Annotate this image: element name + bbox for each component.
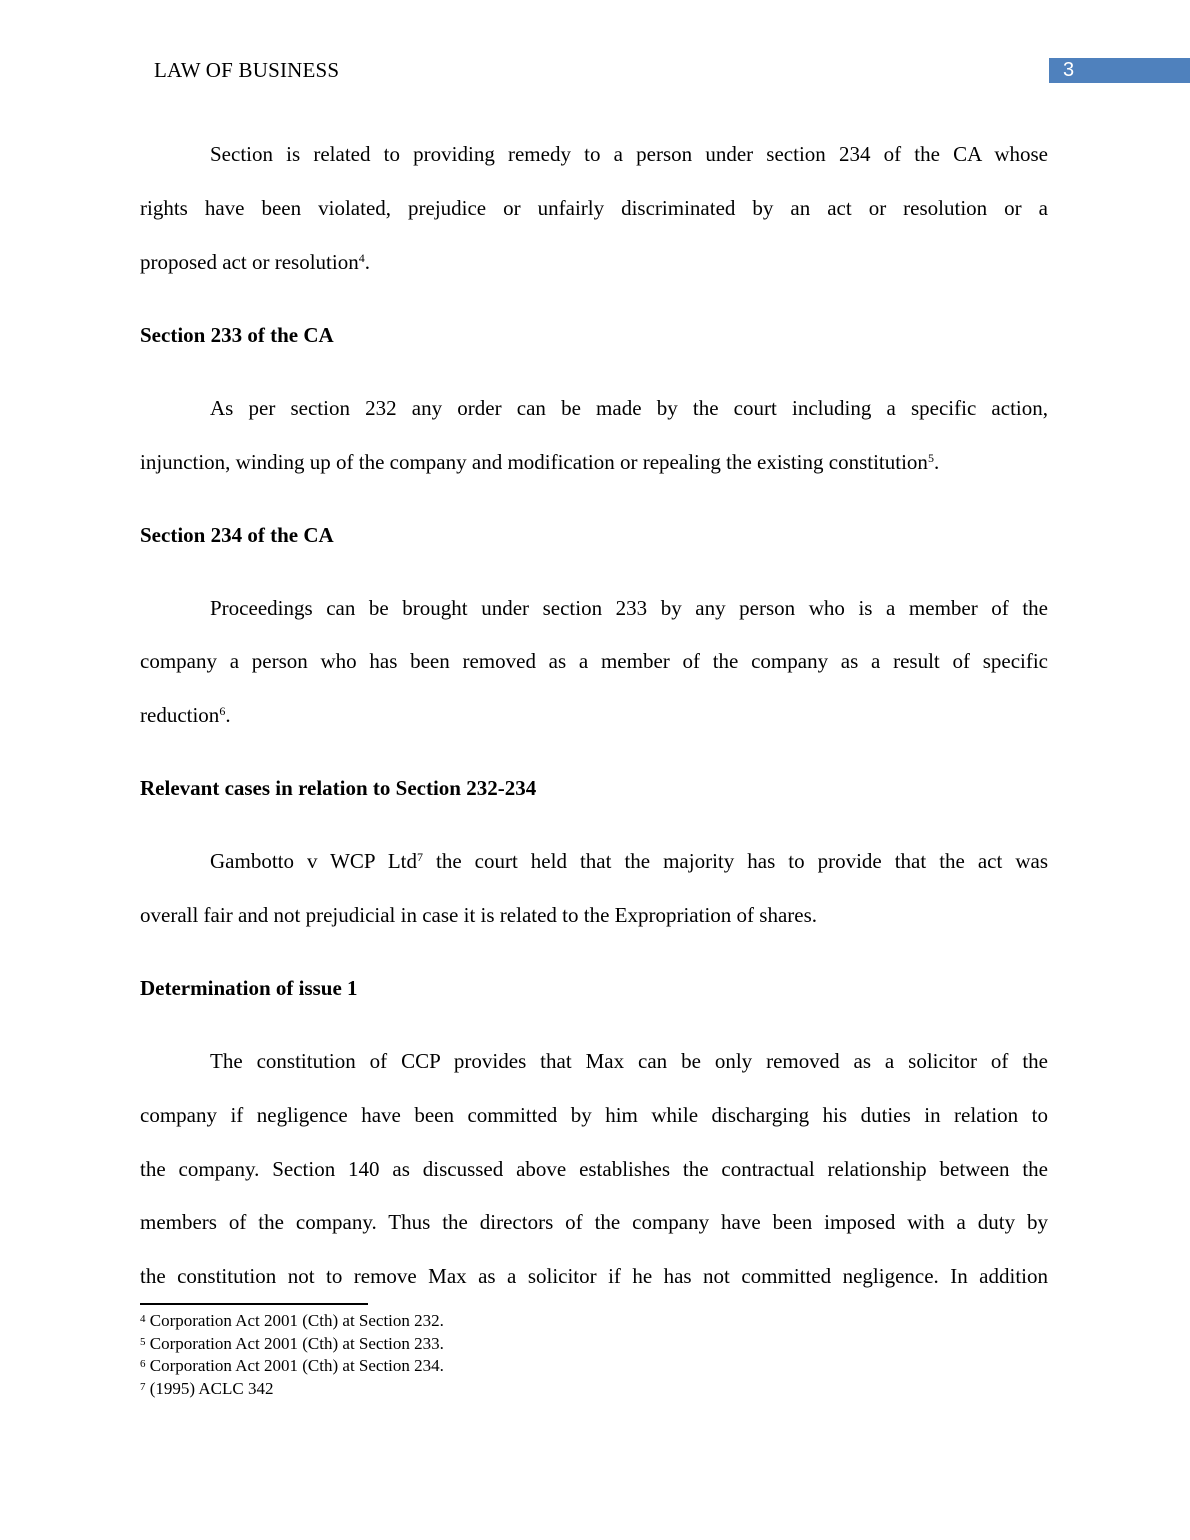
paragraph-line — [210, 595, 1048, 621]
line-text: Section 233 of the CA — [140, 323, 334, 347]
section-heading — [140, 322, 334, 348]
footnote-text: Corporation Act 2001 (Cth) at Section 232. — [149, 1311, 444, 1330]
section-heading — [140, 522, 334, 548]
paragraph-line — [140, 702, 231, 728]
section-heading — [140, 975, 358, 1001]
line-text: members of the company. Thus the directors of the company have been imposed with a duty by — [140, 1210, 1048, 1234]
line-text: the constitution not to remove Max as a solicitor if he has not committed negligence. In addition — [140, 1264, 1048, 1288]
footnote — [140, 1311, 444, 1331]
footnote-number: 4 — [140, 1313, 146, 1325]
paragraph-line — [210, 1048, 1048, 1074]
footnote-number: 7 — [140, 1380, 146, 1393]
footnote-text: Corporation Act 2001 (Cth) at Section 233. — [149, 1333, 444, 1353]
footnote-text: (1995) ACLC 342 — [149, 1378, 274, 1398]
paragraph-line — [210, 395, 1048, 421]
paragraph-line — [140, 195, 1048, 221]
footnote — [140, 1356, 444, 1376]
footnote-number: 5 — [140, 1335, 146, 1348]
page-number: 3 — [1063, 59, 1075, 81]
footnote-reference[interactable]: 5 — [927, 451, 934, 465]
line-text: injunction, winding up of the company and modification or repealing the existing constitution — [140, 450, 928, 474]
paragraph-line — [140, 249, 370, 275]
line-text: proposed act or resolution — [140, 250, 359, 274]
line-text: Section is related to providing remedy to a person under section 234 of the CA whose — [210, 142, 1048, 166]
paragraph-line — [210, 848, 1048, 874]
paragraph-line — [140, 1102, 1048, 1128]
footnote-reference[interactable]: 6 — [219, 704, 226, 718]
page-number-bar — [1049, 58, 1190, 83]
line-text: company if negligence have been committed by him while discharging his duties in relation to — [140, 1103, 1048, 1127]
paragraph-line — [140, 648, 1048, 674]
line-text: Section 234 of the CA — [140, 523, 334, 547]
line-text: The constitution of CCP provides that Max can be only removed as a solicitor of the — [210, 1049, 1048, 1073]
line-text: company a person who has been removed as a member of the company as a result of specific — [140, 649, 1048, 673]
footnote — [140, 1334, 444, 1354]
paragraph-line — [140, 1156, 1048, 1182]
line-text: Determination of issue 1 — [140, 976, 358, 1000]
line-text-tail: . — [933, 450, 940, 474]
line-text: rights have been violated, prejudice or unfairly discriminated by an act or resolution or a — [140, 196, 1048, 220]
footnote-reference[interactable]: 4 — [358, 251, 365, 265]
section-heading — [140, 775, 536, 801]
paragraph-line — [210, 141, 1048, 167]
line-text: reduction — [140, 703, 220, 727]
footnote-separator — [140, 1303, 368, 1305]
footnote-reference[interactable]: 7 — [417, 850, 423, 864]
line-text: Relevant cases in relation to Section 232-234 — [140, 776, 537, 800]
line-text: Proceedings can be brought under section 233 by any person who is a member of the — [210, 596, 1048, 620]
paragraph-line — [140, 449, 939, 475]
paragraph-line — [140, 1209, 1048, 1235]
line-text: the company. Section 140 as discussed above establishes the contractual relationship between the — [140, 1157, 1048, 1181]
line-text: overall fair and not prejudicial in case it is related to the Expropriation of shares. — [140, 903, 818, 927]
line-text: As per section 232 any order can be made by the court including a specific action, — [210, 396, 1048, 420]
line-text-tail: the court held that the majority has to provide that the act was — [423, 849, 1048, 873]
footnote-text: Corporation Act 2001 (Cth) at Section 234. — [149, 1356, 444, 1375]
paragraph-line — [140, 1263, 1048, 1289]
footnote-number: 6 — [140, 1358, 146, 1370]
running-header-title: LAW OF BUSINESS — [154, 58, 340, 82]
line-text: Gambotto v WCP Ltd — [210, 849, 417, 873]
line-text-tail: . — [225, 703, 231, 727]
paragraph-line — [140, 902, 817, 928]
footnote — [140, 1379, 273, 1399]
line-text-tail: . — [364, 250, 370, 274]
